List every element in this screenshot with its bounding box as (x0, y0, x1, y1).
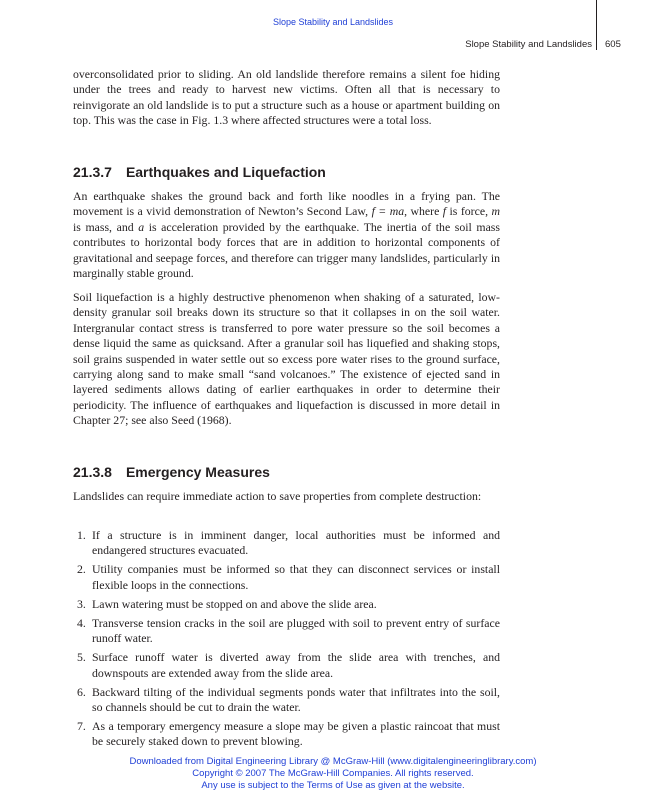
text-run: , where (404, 204, 443, 219)
download-footer (0, 756, 666, 792)
list-item (73, 597, 500, 612)
intro-paragraph: overconsolidated prior to sliding. An old landslide therefore remains a silent foe hiding under the trees and ready to harvest new victims. Often all that is necessary to reinvigorate an old landslide is to put a structure such as a house or apartment building on top. This was the case in Fig. 1.3 where affected structures were a total loss. (73, 67, 500, 128)
text-run: is force, (446, 204, 492, 219)
formula: f = ma (371, 204, 405, 219)
list-item (73, 650, 500, 681)
page-number: 605 (605, 39, 621, 50)
list-number: 7. (77, 719, 86, 734)
variable-f: f (442, 204, 447, 219)
list-item (73, 719, 500, 750)
running-head: Slope Stability and Landslides (465, 39, 592, 50)
section-number: 21.3.7 (73, 164, 112, 180)
earthquake-paragraph (73, 189, 500, 281)
list-text: If a structure is in imminent danger, local authorities must be informed and endangered structures evacuated. (92, 528, 500, 558)
list-text: As a temporary emergency measure a slope may be given a plastic raincoat that must be securely staked down to prevent blowing. (92, 719, 500, 749)
list-number: 1. (77, 528, 86, 542)
variable-m: m (491, 204, 500, 219)
section-number: 21.3.8 (73, 464, 112, 480)
list-number: 2. (77, 562, 86, 577)
text-run: is mass, and (73, 219, 139, 234)
list-text: Transverse tension cracks in the soil are plugged with soil to prevent entry of surface runoff water. (92, 615, 500, 646)
list-number: 6. (77, 684, 86, 699)
liquefaction-paragraph: Soil liquefaction is a highly destructive phenomenon when shaking of a saturated, low-density granular soil breaks down its structure so that it collapses in on the soil water. Intergranular contact stress is transferred to pore water pressure so the soil becomes a dense liquid the same as quicksand. After a granular soil has liquefied and shaking stops, soil grains suspended in water settle out so excess pore water rises to the ground surface, carrying along sand to make small “sand volcanoes.” The existence of ejected sand in layered sediments allows dating of earlier earthquakes in order to determine their periodicity. The influence of earthquakes and liquefaction is discussed in more detail in Chapter 27; see also Seed (1968). (73, 290, 500, 428)
footer-download-line: Downloaded from Digital Engineering Library @ McGraw-Hill (www.digitalengineeringlibrary.com) (129, 756, 537, 767)
emergency-measures-list (73, 528, 500, 753)
section-title: Emergency Measures (125, 464, 270, 480)
section-heading-earthquakes (73, 164, 326, 180)
text-run: is acceleration provided by the earthquake. The inertia of the soil mass contributes to horizontal body forces that are in addition to horizontal components of gravitational and seepage forces, and therefore can trigger many landslides, particularly in marginally stable ground. (73, 219, 500, 281)
list-text: Utility companies must be informed so that they can disconnect services or install flexible loops in the connections. (92, 562, 500, 592)
list-text: Backward tilting of the individual segments ponds water that infiltrates into the soil, so channels should be cut to drain the water. (92, 684, 500, 715)
list-item (73, 562, 500, 593)
list-item (73, 685, 500, 716)
text-run: An earthquake shakes the ground back and forth like noodles in a frying pan. The movement is a vivid demonstration of Newton’s Second Law, (73, 189, 500, 219)
list-item (73, 616, 500, 647)
list-item (73, 528, 500, 559)
list-number: 3. (77, 596, 86, 611)
variable-a: a (138, 219, 145, 234)
source-header: Slope Stability and Landslides (272, 17, 394, 27)
list-number: 5. (77, 650, 86, 665)
footer-terms-line: Any use is subject to the Terms of Use as given at the website. (201, 780, 465, 791)
header-divider (596, 0, 597, 50)
list-text: Lawn watering must be stopped on and above the slide area. (92, 596, 377, 611)
section-title: Earthquakes and Liquefaction (125, 164, 326, 180)
emergency-intro: Landslides can require immediate action to save properties from complete destruction: (73, 489, 482, 503)
footer-copyright-line: Copyright © 2007 The McGraw-Hill Companies. All rights reserved. (192, 768, 474, 779)
list-number: 4. (77, 615, 86, 630)
list-text: Surface runoff water is diverted away from the slide area with trenches, and downspouts are extended away from the slide area. (92, 650, 500, 680)
section-heading-emergency (73, 464, 270, 480)
